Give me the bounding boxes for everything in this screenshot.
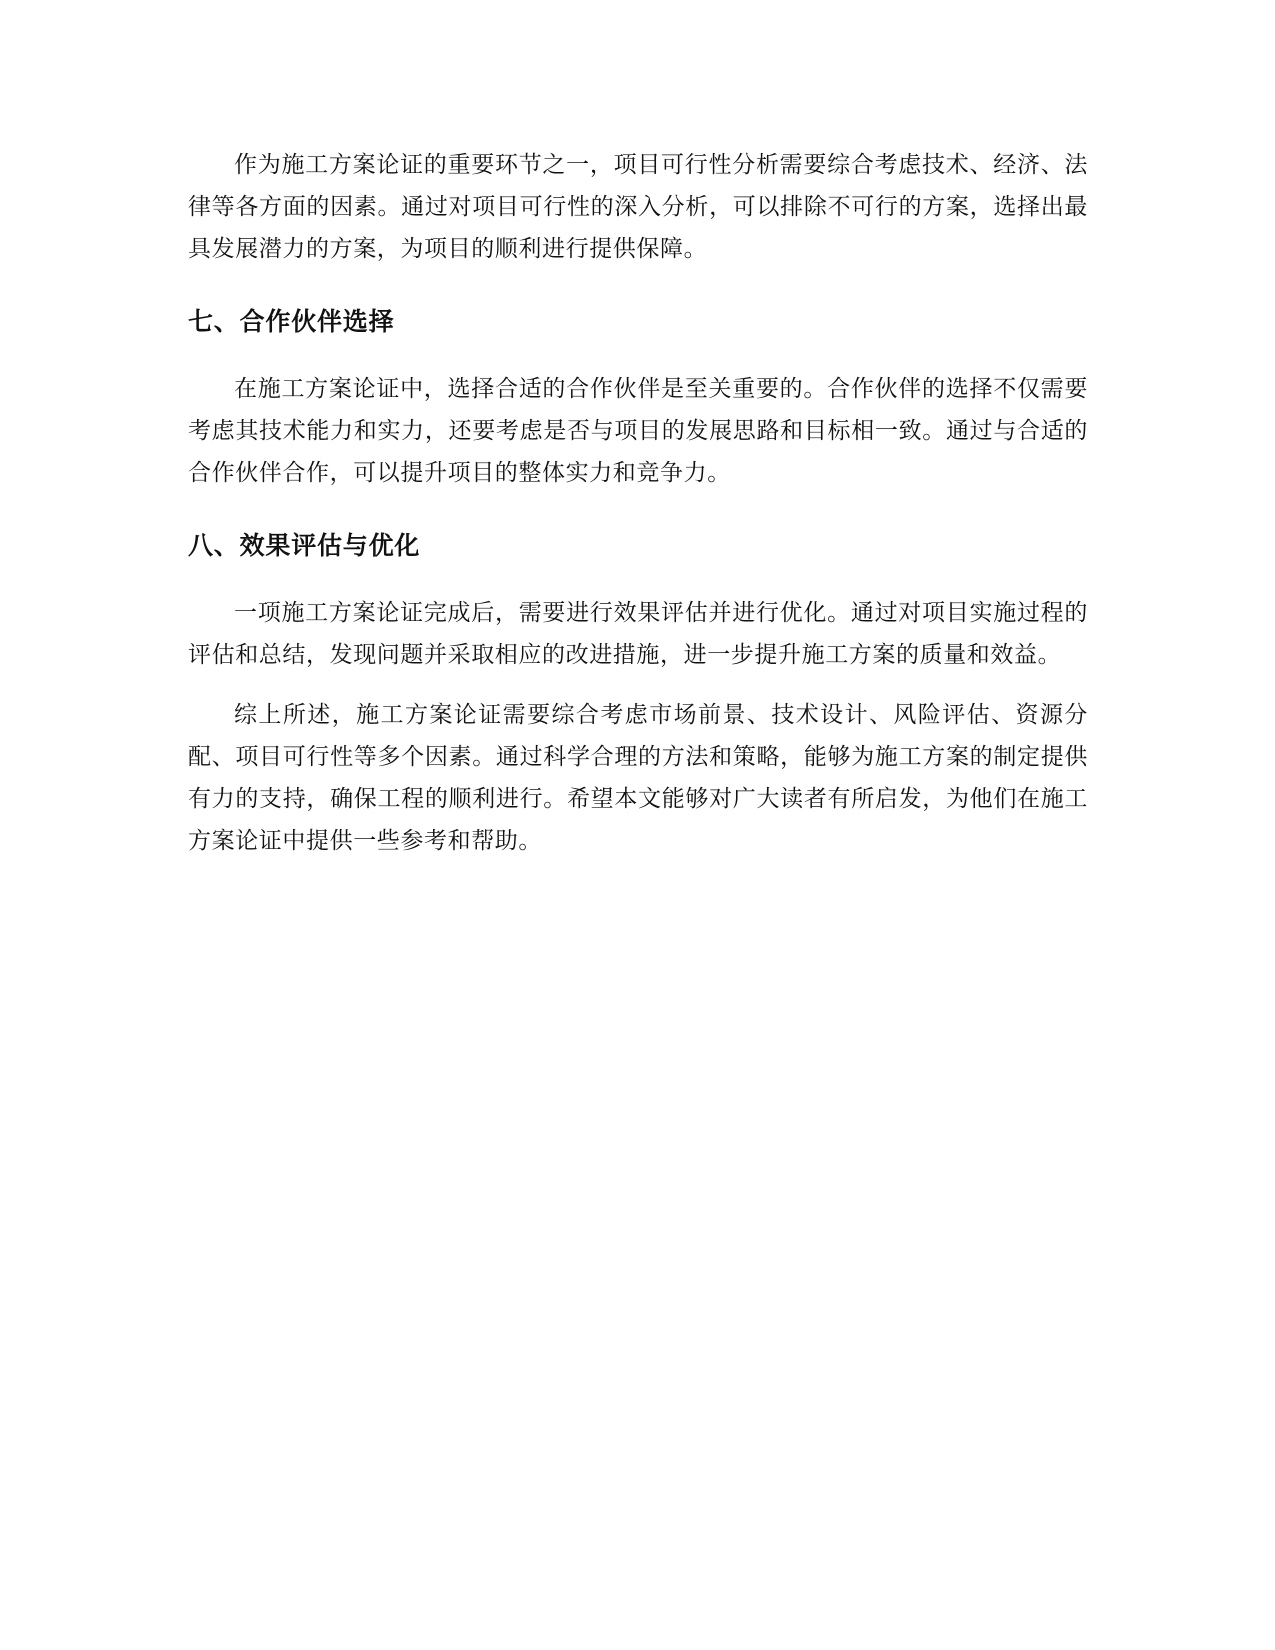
paragraph-feasibility: 作为施工方案论证的重要环节之一，项目可行性分析需要综合考虑技术、经济、法律等各方面的因素。通过对项目可行性的深入分析，可以排除不可行的方案，选择出最具发展潜力的方案，为项目的顺利进行提供保障。 — [188, 152, 1088, 262]
paragraph-partner-selection: 在施工方案论证中，选择合适的合作伙伴是至关重要的。合作伙伴的选择不仅需要考虑其技术能力和实力，还要考虑是否与项目的发展思路和目标相一致。通过与合适的合作伙伴合作，可以提升项目的整体实力和竞争力。 — [188, 376, 1088, 486]
heading-partner-selection: 七、合作伙伴选择 — [188, 307, 395, 336]
document-body — [188, 144, 1088, 862]
heading-evaluation-optimization: 八、效果评估与优化 — [188, 531, 421, 560]
paragraph-conclusion: 综上所述，施工方案论证需要综合考虑市场前景、技术设计、风险评估、资源分配、项目可行性等多个因素。通过科学合理的方法和策略，能够为施工方案的制定提供有力的支持，确保工程的顺利进行。希望本文能够对广大读者有所启发，为他们在施工方案论证中提供一些参考和帮助。 — [188, 702, 1088, 854]
paragraph-evaluation-optimization: 一项施工方案论证完成后，需要进行效果评估并进行优化。通过对项目实施过程的评估和总结，发现问题并采取相应的改进措施，进一步提升施工方案的质量和效益。 — [188, 600, 1088, 668]
